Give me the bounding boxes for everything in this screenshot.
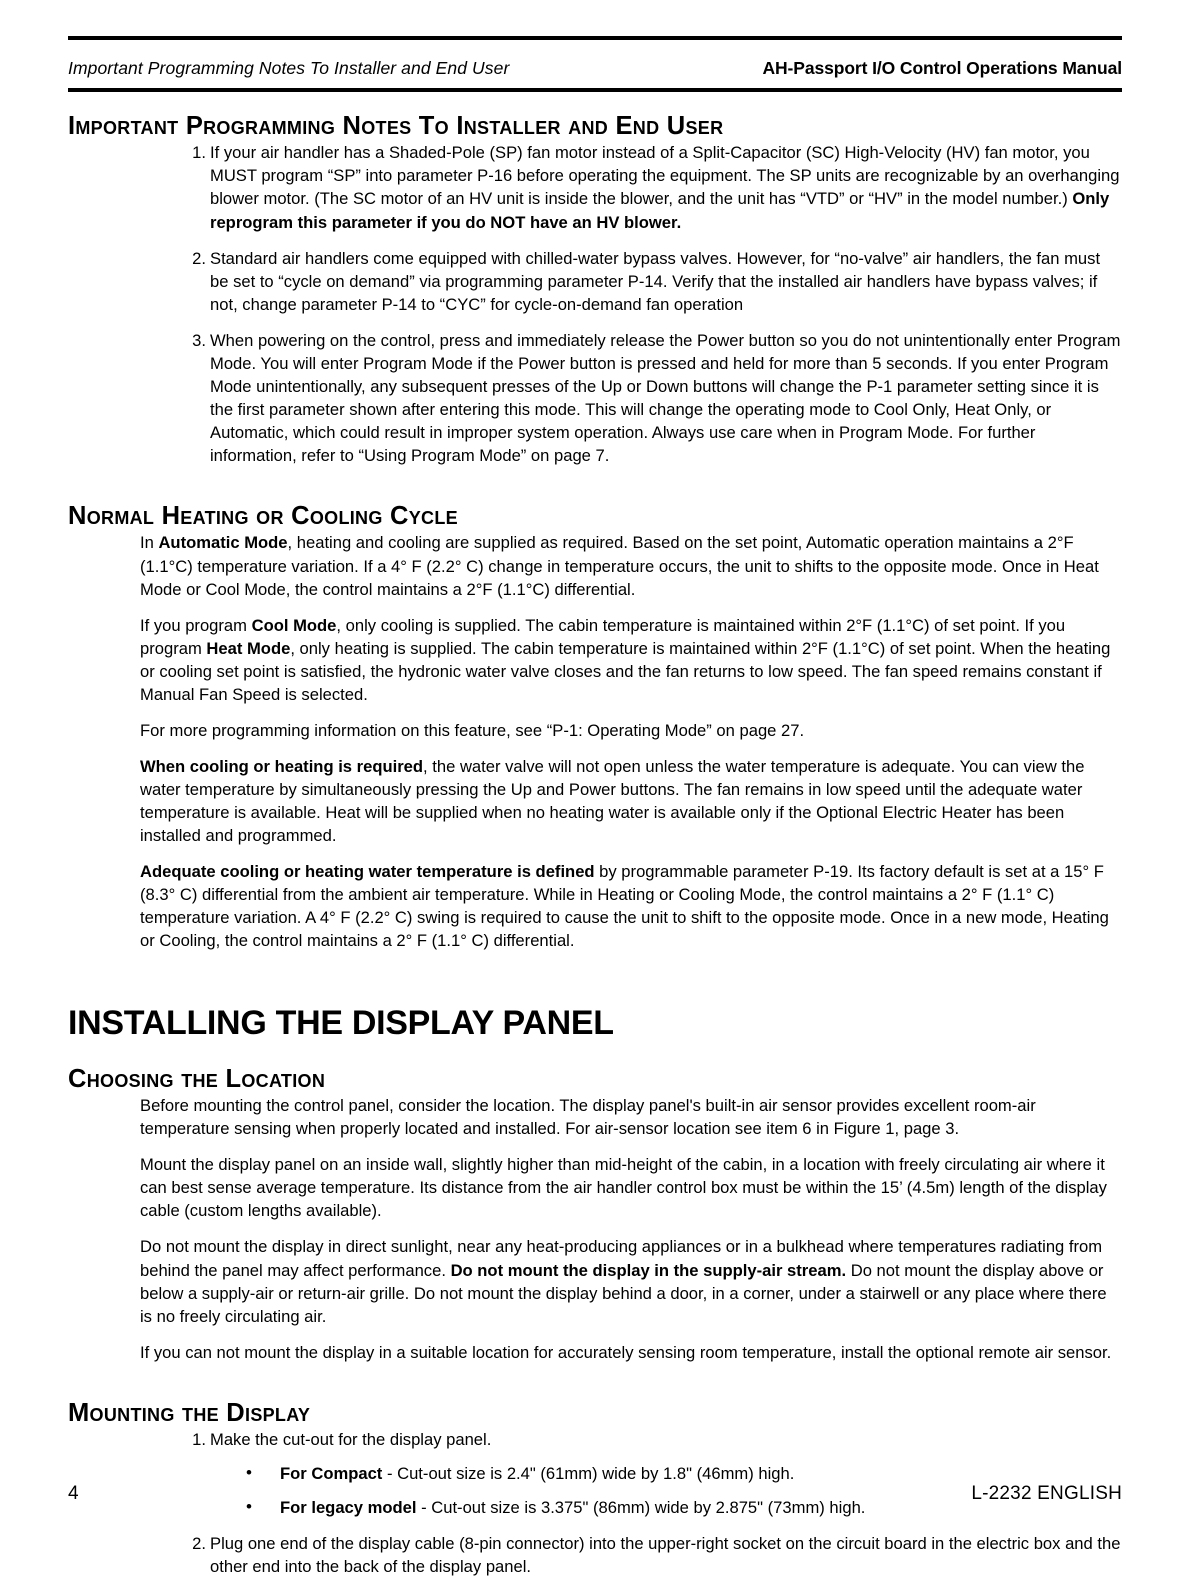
heading-important-programming-notes: Important Programming Notes To Installer and End User — [68, 112, 724, 140]
list-marker: 2. — [192, 1534, 206, 1554]
text-run-bold: When cooling or heating is required — [140, 756, 424, 776]
paragraph-more-programming-info: For more programming information on this feature, see “P-1: Operating Mode” on page 27. — [140, 720, 805, 740]
footer-page-number: 4 — [68, 1483, 79, 1504]
text-run: , heating and cooling are supplied as required. Based on the set point, Automatic operation maintains a 2°F (1.1°C) temperature variation. If a 4° F (2.2° C) change in temperature occurs, the unit to shifts to the opposite mode. Once in Heat Mode or Cool Mode, the control maintains a 2°F (1.1°C) differential. — [140, 533, 1099, 599]
header-rule-bottom — [68, 88, 1122, 92]
heading-installing-display-panel: INSTALLING THE DISPLAY PANEL — [68, 1004, 614, 1043]
text-run: If you program — [140, 615, 252, 635]
bullet-text: - Cut-out size is 2.4" (61mm) wide by 1.8" (46mm) high. — [382, 1464, 795, 1484]
footer-document-code: L-2232 ENGLISH — [971, 1483, 1122, 1504]
text-run-bold: Do not mount the display in the supply-air stream. — [450, 1260, 847, 1280]
bullet-label-bold: For Compact — [280, 1464, 383, 1484]
list-item — [68, 141, 1122, 233]
list-marker: 2. — [192, 248, 206, 268]
list-item-text: Standard air handlers come equipped with chilled-water bypass valves. However, for “no-valve” air handlers, the fan must be set to “cycle on demand” via programming parameter P-14. Verify that the installed air handlers have bypass valves; if not, change parameter P-14 to “CYC” for cycle-on-demand fan operation — [210, 248, 1101, 314]
heading-normal-heating-cooling-cycle: Normal Heating or Cooling Cycle — [68, 502, 458, 531]
bullet-label-bold: For legacy model — [280, 1498, 417, 1518]
paragraph-automatic-mode — [140, 531, 1122, 600]
list-item-text: Make the cut-out for the display panel. — [210, 1430, 492, 1450]
paragraph-remote-air-sensor: If you can not mount the display in a suitable location for accurately sensing room temperature, install the optional remote air sensor. — [140, 1342, 1112, 1362]
bullet-text: - Cut-out size is 3.375" (86mm) wide by 2.875" (73mm) high. — [416, 1498, 866, 1518]
list-marker: 3. — [192, 330, 206, 350]
running-header — [68, 58, 1122, 79]
text-run: , only heating is supplied. The cabin temperature is maintained within 2°F (1.1°C) of set point. When the heating or cooling set point is satisfied, the hydronic water valve closes and the fan returns to low speed. The fan speed remains constant if Manual Fan Speed is selected. — [140, 638, 1111, 704]
list-item — [210, 1462, 1122, 1485]
header-right-title: AH-Passport I/O Control Operations Manual — [762, 58, 1122, 78]
paragraph-adequate-water-temperature — [140, 860, 1122, 952]
heading-mounting-the-display: Mounting the Display — [68, 1398, 311, 1427]
list-item — [68, 329, 1122, 467]
header-left-title: Important Programming Notes To Installer and End User — [68, 58, 510, 78]
text-run: , only cooling is supplied. The cabin temperature is maintained within 2°F (1.1°C) of set point. If you program — [140, 615, 1066, 658]
text-run: Do not mount the display in direct sunlight, near any heat-producing appliances or in a bulkhead where temperatures radiating from behind the panel may affect performance. — [140, 1237, 1103, 1280]
paragraph-cool-heat-mode — [140, 614, 1122, 706]
list-item-text: Plug one end of the display cable (8-pin connector) into the upper-right socket on the circuit board in the electric box and the other end into the back of the display panel. — [210, 1534, 1121, 1577]
paragraph-mount-inside-wall: Mount the display panel on an inside wall, slightly higher than mid-height of the cabin, in a location with freely circulating air where it can best sense average temperature. Its distance from the air handler control box must be within the 15’ (4.5m) length of the display cable (custom lengths available). — [140, 1155, 1107, 1221]
list-item-text-bold: Only reprogram this parameter if you do NOT have an HV blower. — [210, 189, 1110, 232]
list-item-text: If your air handler has a Shaded-Pole (SP) fan motor instead of a Split-Capacitor (SC) High-Velocity (HV) fan motor, you MUST program “SP” into parameter P-16 before operating the equipment. The SP units are recognizable by an overhanging blower motor. (The SC motor of an HV unit is inside the blower, and the unit has “VTD” or “HV” in the model number.) — [210, 143, 1120, 209]
bullet-marker: • — [246, 1497, 252, 1517]
page-footer — [68, 1483, 1122, 1505]
list-item — [68, 247, 1122, 316]
text-run: by programmable parameter P-19. Its factory default is set at a 15° F (8.3° C) differential from the ambient air temperature. While in Heating or Cooling Mode, the control maintains a 2° F (1.1° C) temperature variation. A 4° F (2.2° C) swing is required to cause the unit to shift to the opposite mode. Once in a new mode, Heating or Cooling, the control maintains a 2° F (1.1° C) differential. — [140, 862, 1109, 951]
heading-choosing-the-location: Choosing the Location — [68, 1064, 326, 1093]
text-run: Do not mount the display above or below a supply-air or return-air grille. Do not mount the display behind a door, in a corner, under a stairwell or any place where there is no freely circulating air. — [140, 1260, 1107, 1326]
text-run-bold: Adequate cooling or heating water temperature is defined — [140, 862, 595, 882]
list-marker: 1. — [192, 1430, 206, 1450]
text-run-bold: Heat Mode — [206, 638, 291, 658]
list-item-text: When powering on the control, press and immediately release the Power button so you do not unintentionally enter Program Mode. You will enter Program Mode if the Power button is pressed and held for more than 5 seconds. If you enter Program Mode unintentionally, any subsequent presses of the Up or Down buttons will change the P-1 parameter setting since it is the first parameter shown after entering this mode. This will change the operating mode to Cool Only, Heat Only, or Automatic, which could result in improper system operation. Always use care when in Program Mode. For further information, refer to “Using Program Mode” on page 7. — [210, 330, 1121, 466]
paragraph-when-cooling-heating-required — [140, 755, 1122, 847]
paragraph-do-not-mount — [140, 1235, 1122, 1327]
header-rule-top — [68, 36, 1122, 40]
list-item — [68, 1532, 1122, 1578]
paragraph-before-mounting: Before mounting the control panel, consider the location. The display panel's built-in air sensor provides excellent room-air temperature sensing when properly located and installed. For air-sensor location see item 6 in Figure 1, page 3. — [140, 1096, 1036, 1139]
important-notes-list — [68, 141, 1122, 467]
text-run-bold: Automatic Mode — [158, 533, 288, 553]
text-run: , the water valve will not open unless the water temperature is adequate. You can view the water temperature by simultaneously pressing the Up and Power buttons. The fan remains in low speed until the adequate water temperature is available. Heat will be supplied when no heating water is available only if the Optional Electric Heater has been installed and programmed. — [140, 756, 1085, 846]
document-body — [68, 112, 1122, 1591]
text-run-bold: Cool Mode — [251, 615, 337, 635]
bullet-marker: • — [246, 1463, 252, 1483]
list-marker: 1. — [192, 143, 206, 163]
text-run: In — [140, 533, 159, 553]
list-item — [68, 1428, 1122, 1519]
